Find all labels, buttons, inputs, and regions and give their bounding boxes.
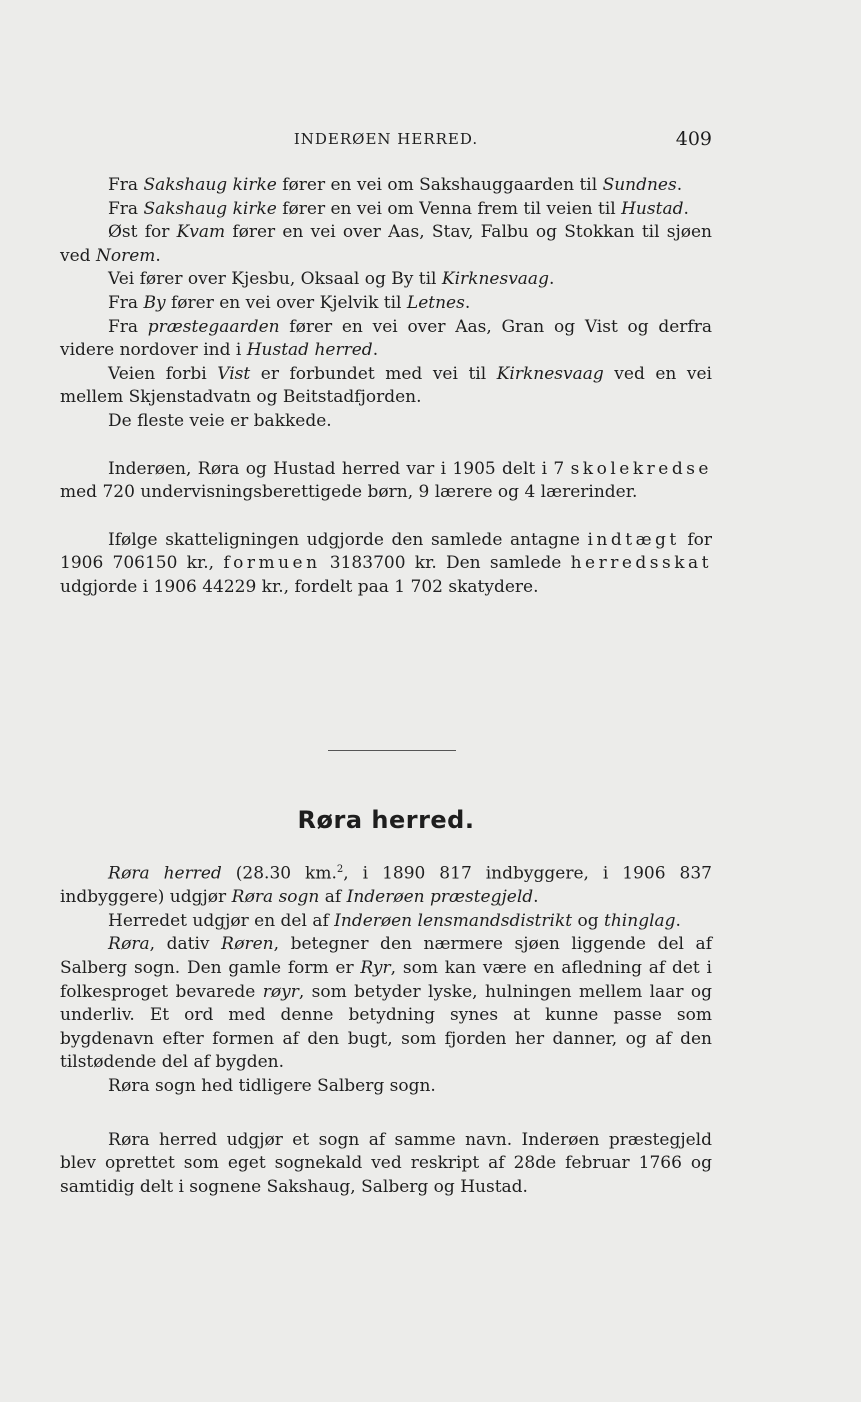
paragraph: Øst for Kvam fører en vei over Aas, Stav, Falbu og Stokkan til sjøen ved Norem. bbox=[60, 222, 712, 266]
paragraph: De fleste veie er bakkede. bbox=[108, 410, 332, 431]
paragraph: Veien forbi Vist er forbundet med vei til Kirknesvaag ved en vei mellem Skjenstadvatn og Beitstadfjorden. bbox=[60, 363, 712, 408]
tax-paragraph: Ifølge skatteligningen udgjorde den samlede antagne indtægt for 1906 706150 kr., formuen 3183700 kr. Den samlede herredsskat udgjorde i 1906 44229 kr., fordelt paa 1 702 skatydere. bbox=[60, 529, 712, 597]
paragraph: Herredet udgjør en del af Inderøen lensmandsdistrikt og thinglag. bbox=[108, 910, 681, 931]
page-header bbox=[60, 130, 712, 154]
section-heading: Røra herred. bbox=[297, 806, 475, 834]
paragraph: Røra herred (28.30 km.$^2$, i 1890 817 indbyggere, i 1906 837 indbyggere) udgjør Røra sogn af Inderøen præstegjeld. bbox=[60, 863, 712, 908]
paragraph: Fra By fører en vei over Kjelvik til Letnes. bbox=[108, 292, 471, 313]
page-number: 409 bbox=[675, 128, 712, 150]
running-title: INDERØEN HERRED. bbox=[293, 130, 479, 148]
paragraph: Fra Sakshaug kirke fører en vei om Sakshauggaarden til Sundnes. bbox=[108, 175, 683, 195]
school-paragraph: Inderøen, Røra og Hustad herred var i 1905 delt i 7 skolekredse med 720 undervisningsberettigede børn, 9 lærere og 4 lærerinder. bbox=[60, 458, 712, 503]
section-divider bbox=[328, 750, 456, 751]
paragraph: Røra herred udgjør et sogn af samme navn. Inderøen præstegjeld blev oprettet som eget sognekald ved reskript af 28de februar 1766 og samtidig delt i sognene Sakshaug, Salberg og Hustad. bbox=[60, 1129, 712, 1197]
roera-section bbox=[60, 858, 712, 1199]
paragraph: Vei fører over Kjesbu, Oksaal og By til Kirknesvaag. bbox=[108, 269, 555, 290]
roads-section bbox=[60, 174, 712, 600]
paragraph: Røra sogn hed tidligere Salberg sogn. bbox=[108, 1076, 436, 1096]
paragraph: Røra, dativ Røren, betegner den nærmere sjøen liggende del af Salberg sogn. Den gamle form er Ryr, som kan være en afledning af det i folkesproget bevarede røyr, som betyder lyske, hulningen mellem laar og underliv. Et ord med denne betydning synes at kunne passe som bygdenavn efter formen af den bugt, som fjorden her danner, og af den tilstødende del af bygden. bbox=[60, 934, 712, 1073]
paragraph: Fra præstegaarden fører en vei over Aas, Gran og Vist og derfra videre nordover ind i Hustad herred. bbox=[60, 316, 712, 361]
paragraph: Fra Sakshaug kirke fører en vei om Venna frem til veien til Hustad. bbox=[108, 198, 689, 219]
